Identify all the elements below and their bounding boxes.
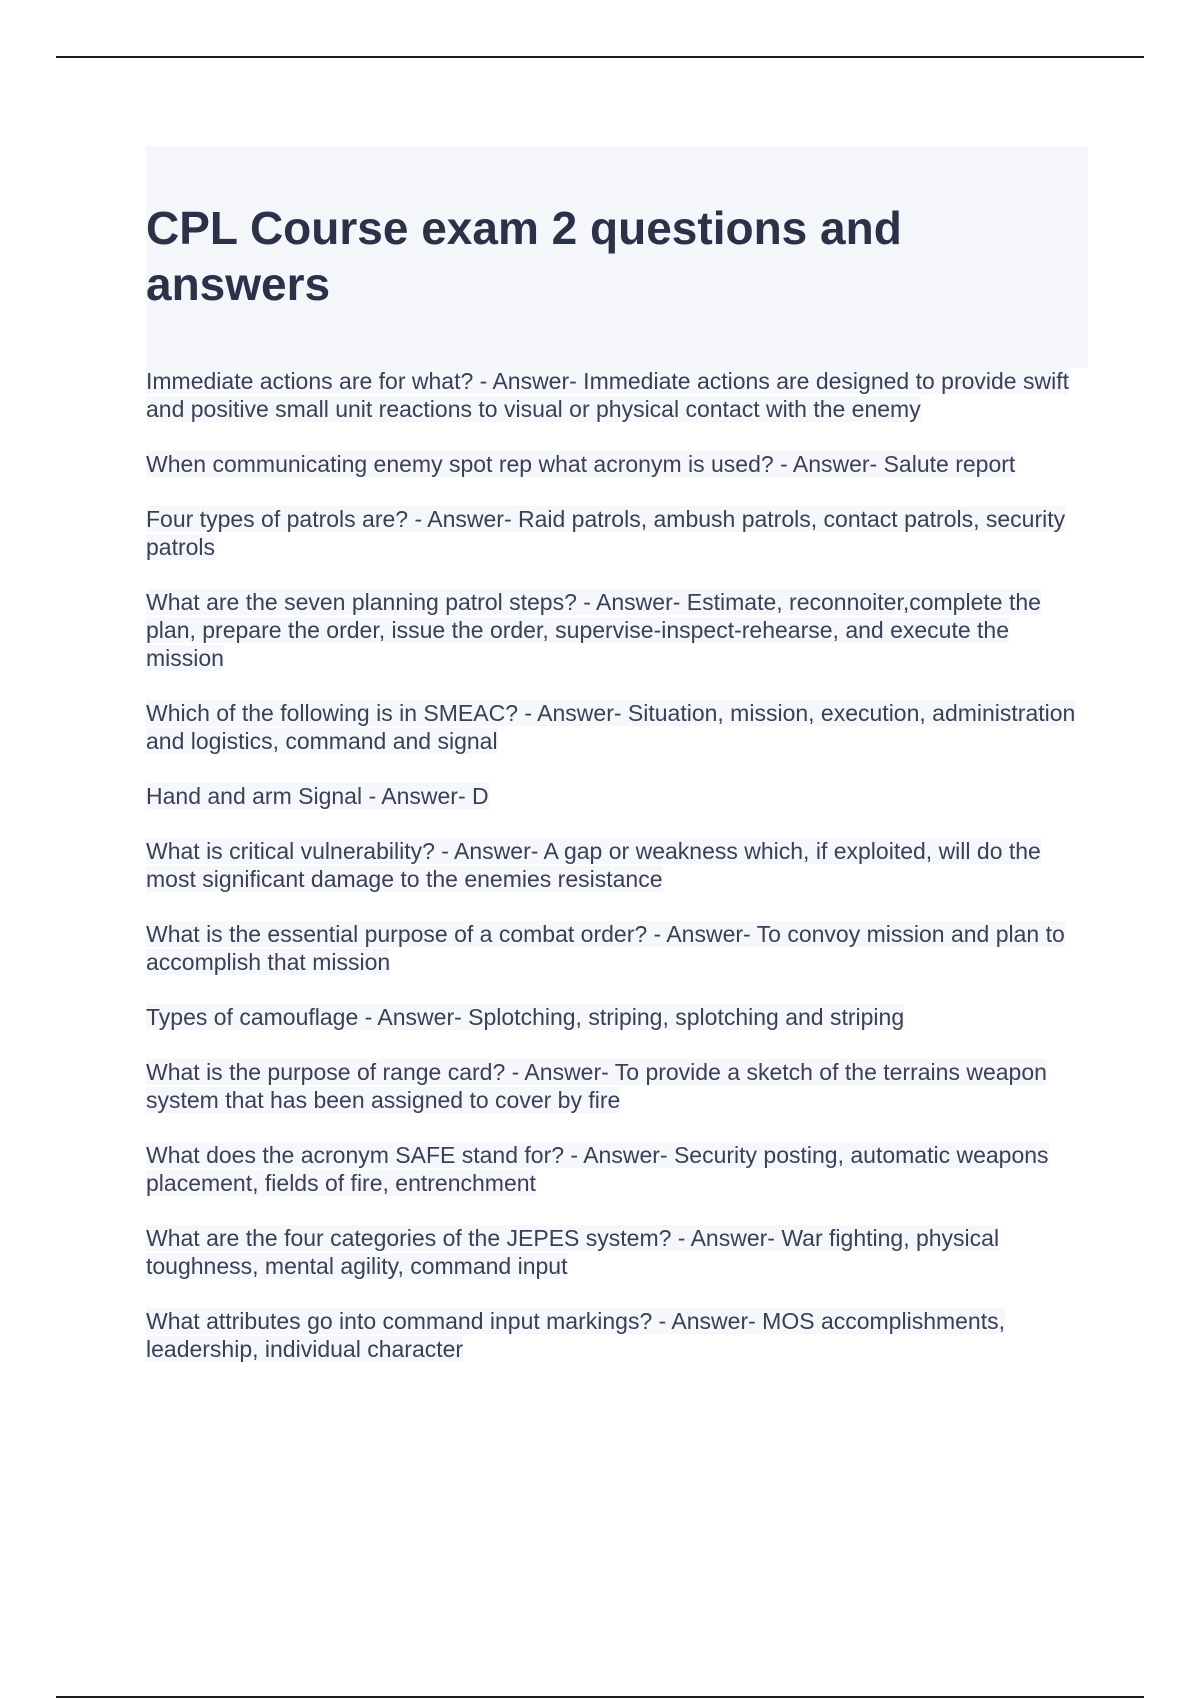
- qa-item-4: [146, 588, 1076, 672]
- qa-text: What does the acronym SAFE stand for? - Answer- Security posting, automatic weapons placement, fields of fire, entrenchment: [146, 1142, 1049, 1196]
- qa-item-6: [146, 782, 1076, 810]
- qa-text: Types of camouflage - Answer- Splotching, striping, splotching and striping: [146, 1004, 905, 1030]
- qa-text: What are the four categories of the JEPES system? - Answer- War fighting, physical toughness, mental agility, command input: [146, 1225, 1000, 1279]
- bottom-rule: [56, 1696, 1144, 1698]
- qa-item-10: [146, 1058, 1076, 1114]
- qa-text: What is the essential purpose of a combat order? - Answer- To convoy mission and plan to accomplish that mission: [146, 921, 1065, 975]
- qa-item-5: [146, 699, 1076, 755]
- page-title: CPL Course exam 2 questions and answers: [146, 202, 902, 310]
- qa-item-2: [146, 450, 1076, 478]
- qa-text: Immediate actions are for what? - Answer- Immediate actions are designed to provide swift and positive small unit reactions to visual or physical contact with the enemy: [146, 368, 1069, 422]
- qa-item-9: [146, 1003, 1076, 1031]
- qa-text: What attributes go into command input markings? - Answer- MOS accomplishments, leadership, individual character: [146, 1308, 1006, 1362]
- qa-text: What is critical vulnerability? - Answer- A gap or weakness which, if exploited, will do the most significant damage to the enemies resistance: [146, 838, 1041, 892]
- qa-item-8: [146, 920, 1076, 976]
- qa-list: [146, 367, 1076, 1390]
- top-rule: [56, 56, 1144, 58]
- qa-text: What are the seven planning patrol steps? - Answer- Estimate, reconnoiter,complete the plan, prepare the order, issue the order, supervise-inspect-rehearse, and execute the mission: [146, 589, 1041, 671]
- qa-text: Hand and arm Signal - Answer- D: [146, 783, 489, 809]
- qa-item-1: [146, 367, 1076, 423]
- qa-item-12: [146, 1224, 1076, 1280]
- qa-text: Which of the following is in SMEAC? - Answer- Situation, mission, execution, administration and logistics, command and signal: [146, 700, 1076, 754]
- qa-text: What is the purpose of range card? - Answer- To provide a sketch of the terrains weapon system that has been assigned to cover by fire: [146, 1059, 1047, 1113]
- qa-text: Four types of patrols are? - Answer- Raid patrols, ambush patrols, contact patrols, security patrols: [146, 506, 1066, 560]
- qa-item-11: [146, 1141, 1076, 1197]
- qa-text: When communicating enemy spot rep what acronym is used? - Answer- Salute report: [146, 451, 1016, 477]
- qa-item-3: [146, 505, 1076, 561]
- qa-item-13: [146, 1307, 1076, 1363]
- qa-item-7: [146, 837, 1076, 893]
